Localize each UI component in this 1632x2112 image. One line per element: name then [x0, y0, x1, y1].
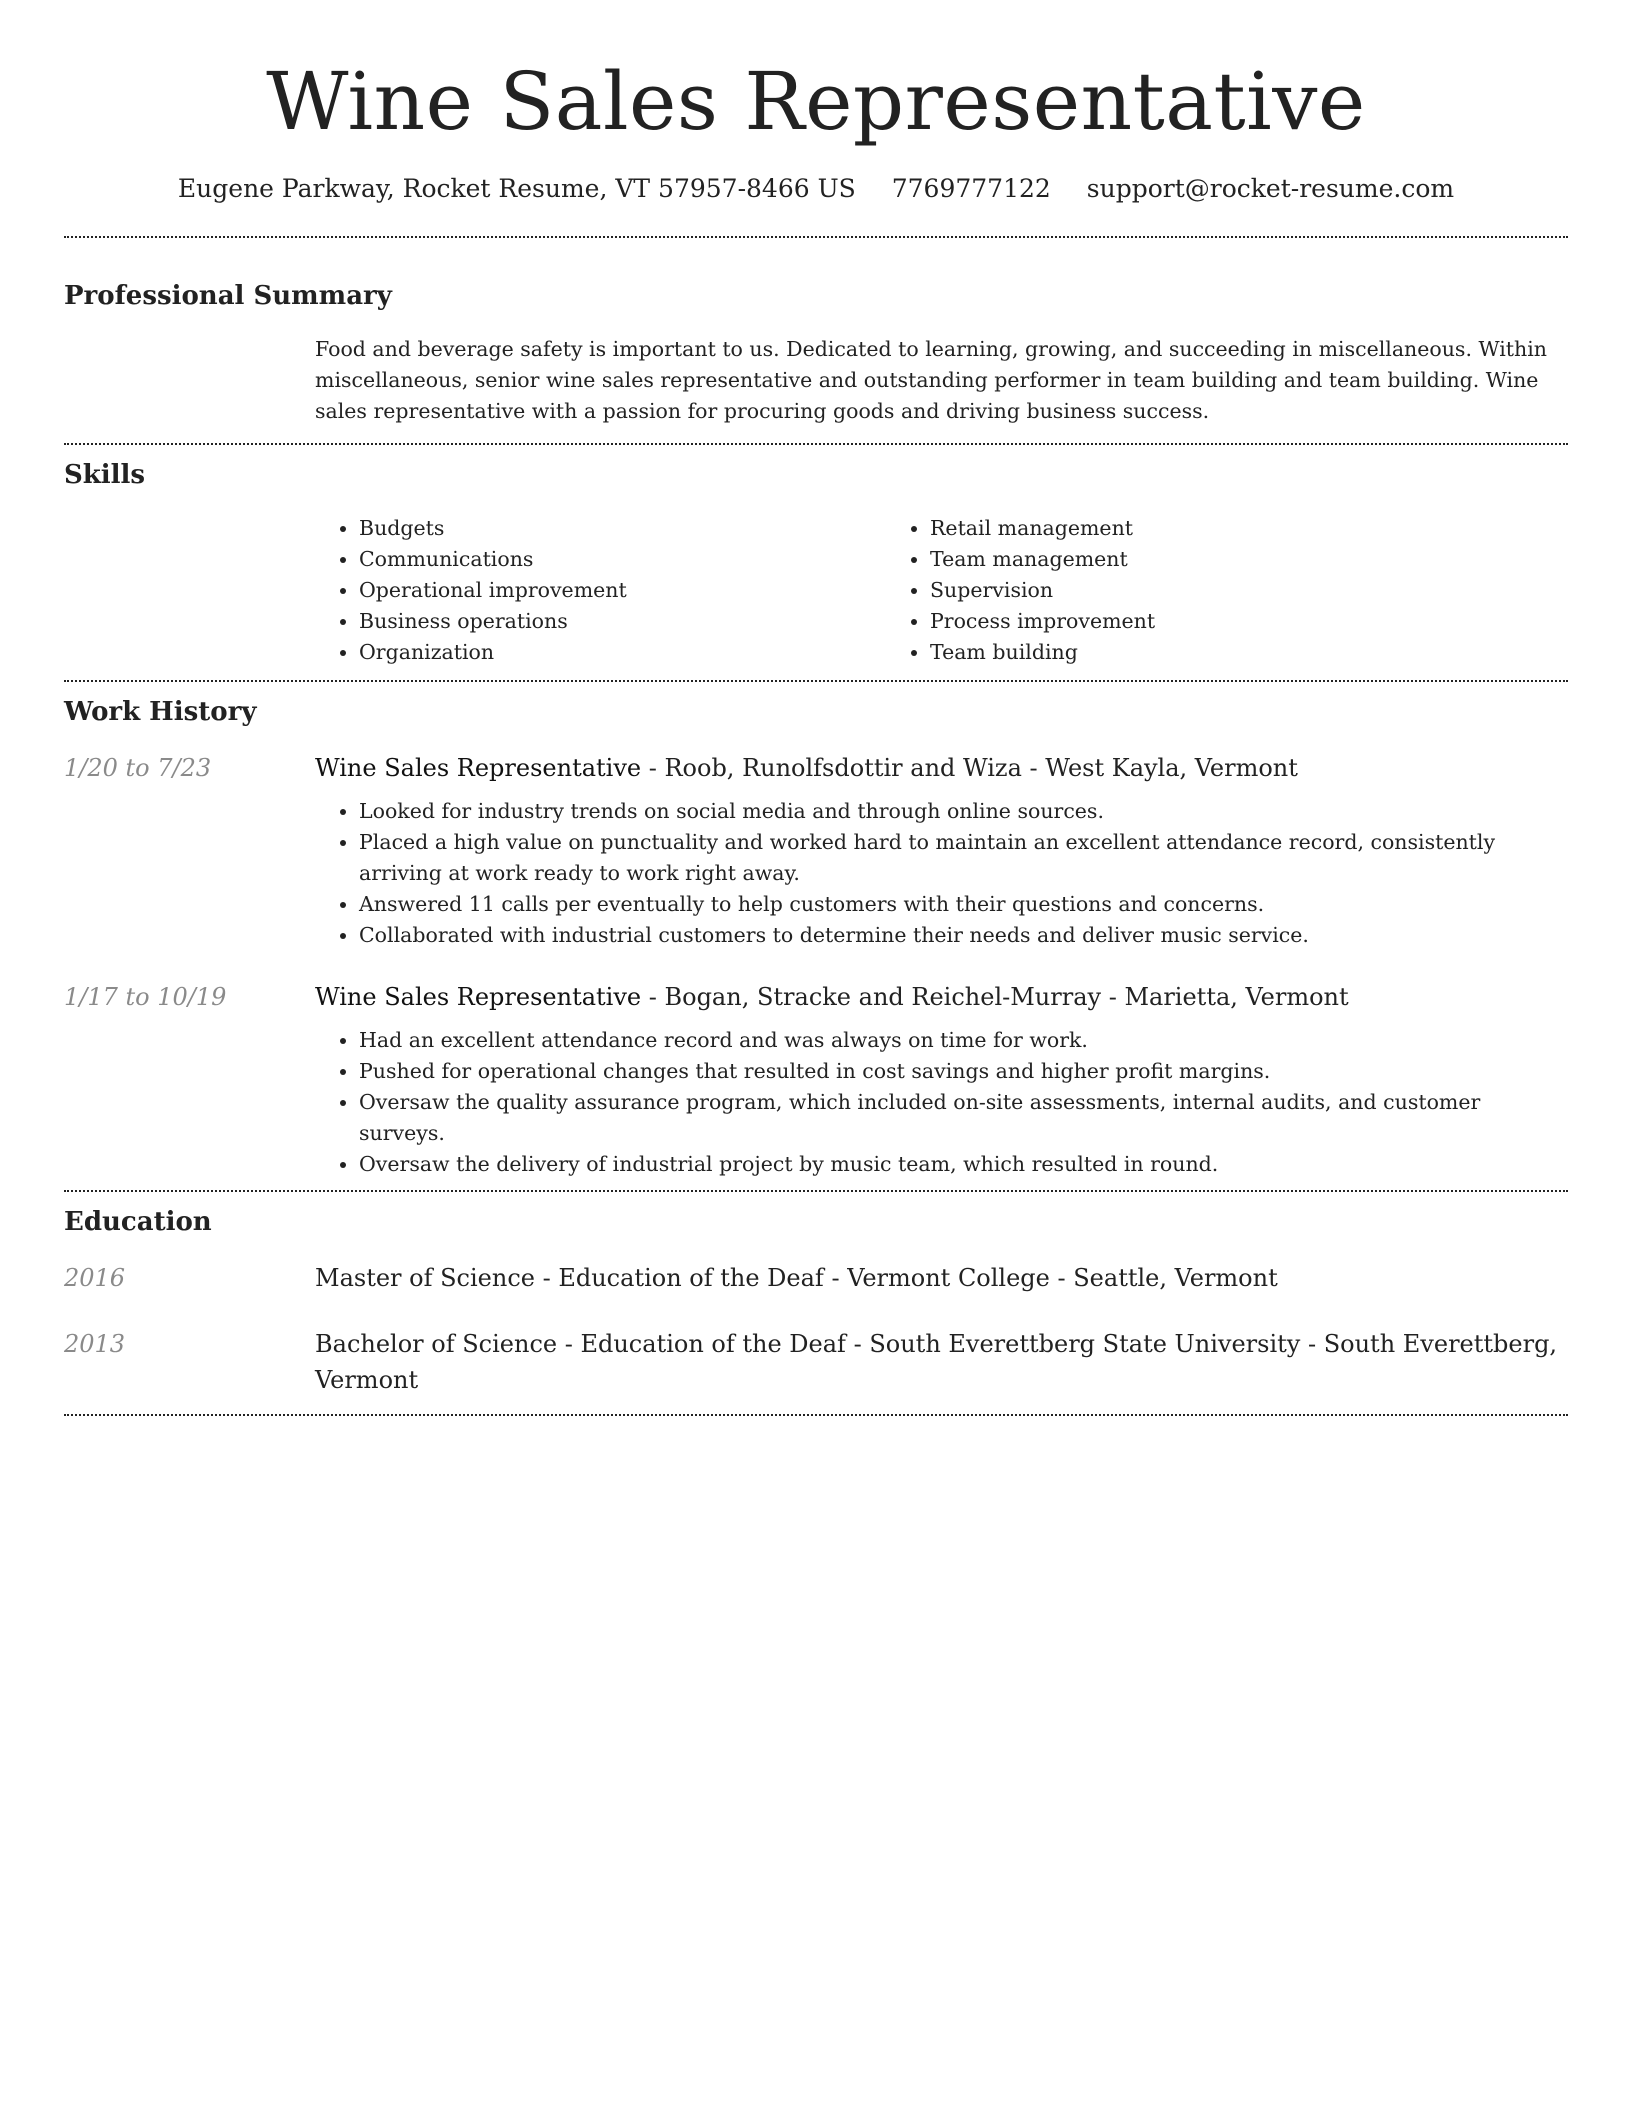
summary-text: Food and beverage safety is important to us. Dedicated to learning, growing, and succeeding in miscellaneous. Within miscellaneous, senior wine sales representative and outstanding performer in team building and team building. Wine sales representative with a passion for procuring goods and driving business success.: [315, 337, 1547, 423]
job-dates: 1/20 to 7/23: [64, 754, 212, 782]
job-bullet: • Had an excellent attendance record and was always on time for work.: [359, 1025, 1568, 1056]
resume-title: Wine Sales Representative: [266, 55, 1366, 148]
job-bullet: • Oversaw the quality assurance program, which included on-site assessments, internal audits, and customer surveys.: [359, 1087, 1568, 1149]
skill-item: • Operational improvement: [359, 575, 886, 606]
skill-item: • Process improvement: [930, 606, 1457, 637]
phone-number: 7769777122: [891, 174, 1051, 203]
education-entry: [64, 1260, 1568, 1296]
job-bullet: • Answered 11 calls per eventually to help customers with their questions and concerns.: [359, 889, 1568, 920]
skill-item: • Organization: [359, 637, 886, 668]
job-body: [315, 979, 1568, 1180]
job-bullets: [315, 1025, 1568, 1180]
skill-item: • Team management: [930, 544, 1457, 575]
job-details: - Bogan, Stracke and Reichel-Murray - Marietta, Vermont: [641, 983, 1349, 1011]
job-bullets: [315, 796, 1568, 951]
education-details: - South Everettberg State University - South Everettberg, Vermont: [315, 1330, 1558, 1394]
job-bullet: • Looked for industry trends on social media and through online sources.: [359, 796, 1568, 827]
header-divider: [64, 236, 1568, 238]
job-bullet: • Collaborated with industrial customers to determine their needs and deliver music service.: [359, 920, 1568, 951]
education-degree: Master of Science - Education of the Deaf: [315, 1264, 824, 1292]
education-entry: [64, 1326, 1568, 1398]
skill-item: • Team building: [930, 637, 1457, 668]
job-bullet: • Pushed for operational changes that resulted in cost savings and higher profit margins.: [359, 1056, 1568, 1087]
skill-item: • Retail management: [930, 513, 1457, 544]
education-details: - Vermont College - Seattle, Vermont: [823, 1264, 1278, 1292]
job-role: Wine Sales Representative: [315, 754, 642, 782]
job-entry: [64, 750, 1568, 951]
summary-heading: Professional Summary: [64, 281, 392, 311]
resume-page: [64, 0, 1568, 1416]
skill-item: • Supervision: [930, 575, 1457, 606]
contact-line: [64, 172, 1568, 206]
skill-item: • Business operations: [359, 606, 886, 637]
education-divider: [64, 1414, 1568, 1416]
email-address: support@rocket-resume.com: [1086, 174, 1455, 203]
job-bullet: • Placed a high value on punctuality and worked hard to maintain an excellent attendance record, consistently arriving at work ready to work right away.: [359, 827, 1568, 889]
summary-divider: [64, 443, 1568, 445]
skills-list: [315, 513, 1568, 680]
work-history-divider: [64, 1190, 1568, 1192]
skills-divider: [64, 680, 1568, 682]
skills-column-right: [886, 513, 1457, 668]
address: Eugene Parkway, Rocket Resume, VT 57957-8466 US: [177, 174, 856, 203]
job-heading: [315, 979, 1568, 1015]
skill-item: • Budgets: [359, 513, 886, 544]
education-year: 2016: [64, 1264, 126, 1292]
education-heading: Education: [64, 1207, 212, 1237]
job-dates: 1/17 to 10/19: [64, 983, 227, 1011]
education-body: [315, 1326, 1568, 1398]
skills-column-left: [315, 513, 886, 668]
skills-heading: Skills: [64, 460, 146, 490]
work-history-heading: Work History: [64, 697, 257, 727]
education-degree: Bachelor of Science - Education of the Deaf: [315, 1330, 846, 1358]
job-entry: [64, 979, 1568, 1180]
job-details: - Roob, Runolfsdottir and Wiza - West Kayla, Vermont: [641, 754, 1298, 782]
job-role: Wine Sales Representative: [315, 983, 642, 1011]
education-year: 2013: [64, 1330, 126, 1358]
job-heading: [315, 750, 1568, 786]
job-body: [315, 750, 1568, 951]
skill-item: • Communications: [359, 544, 886, 575]
education-body: [315, 1260, 1568, 1296]
job-bullet: • Oversaw the delivery of industrial project by music team, which resulted in round.: [359, 1149, 1568, 1180]
